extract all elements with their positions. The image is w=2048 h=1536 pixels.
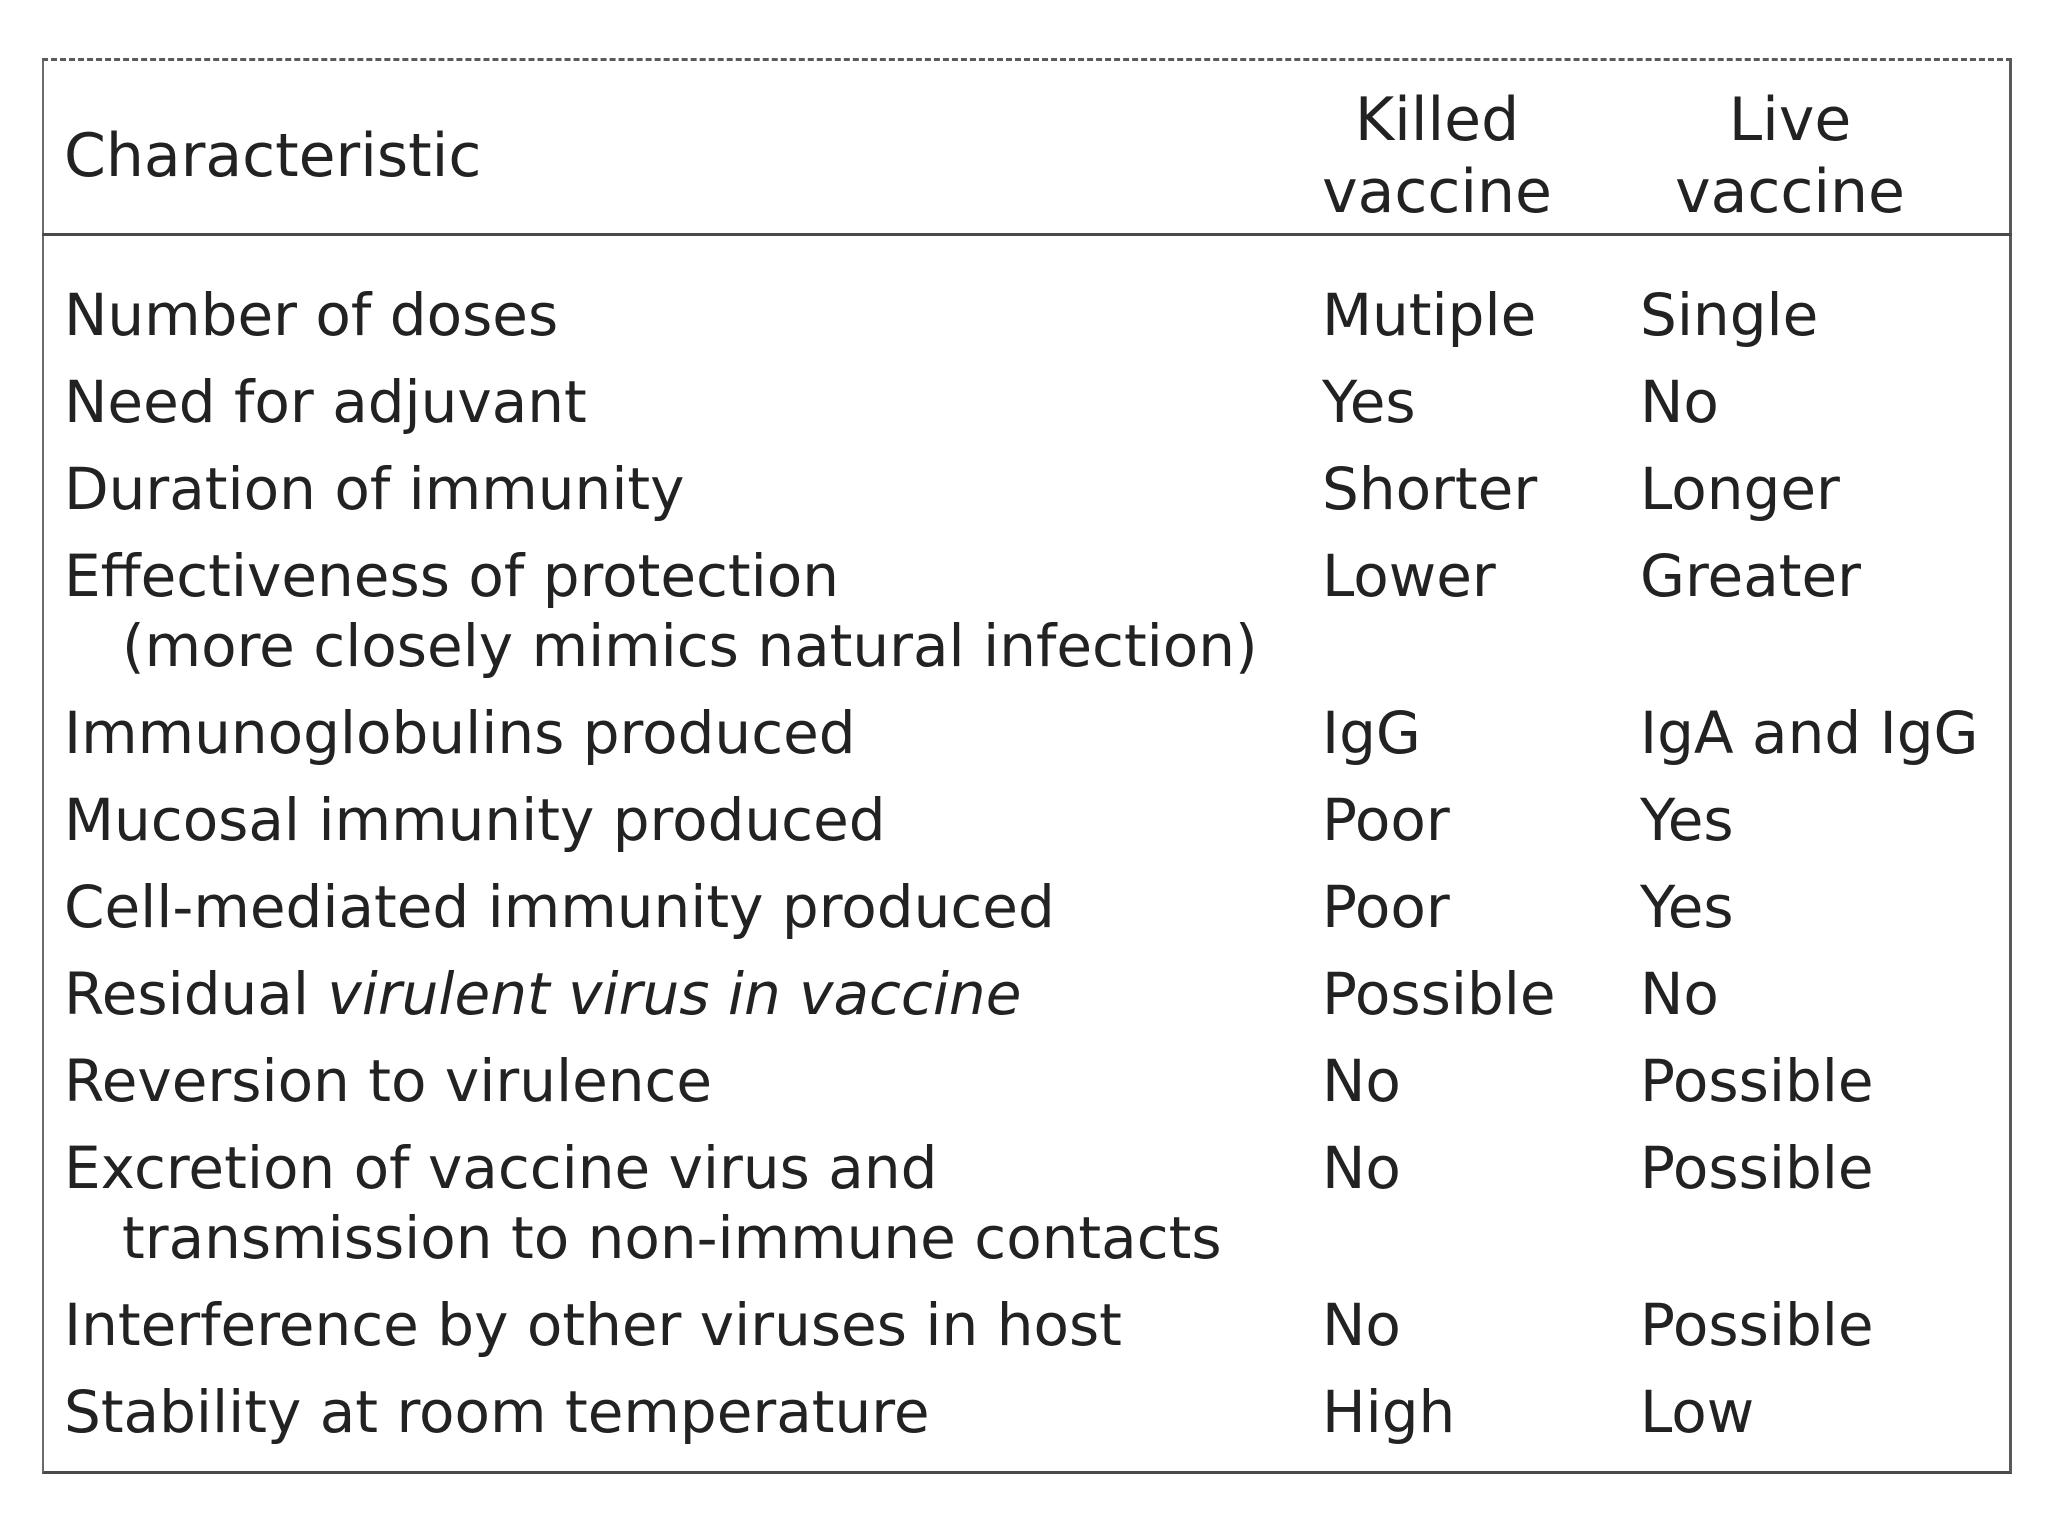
row-characteristic-line1: Excretion of vaccine virus and [64,1134,938,1202]
row-characteristic: Immunoglobulins produced [64,699,856,767]
row-killed-value: Poor [1322,873,1450,941]
row-live-value: Possible [1640,1134,1874,1202]
row-live-value: Greater [1640,542,1862,610]
row-characteristic: Interference by other viruses in host [64,1291,1122,1359]
row-killed-value: Yes [1322,368,1416,436]
row-characteristic-plain: Residual [64,960,328,1028]
row-live-value: No [1640,368,1719,436]
row-characteristic-line2: (more closely mimics natural infection) [122,612,1258,680]
row-live-value: Yes [1640,786,1734,854]
row-killed-value: IgG [1322,699,1421,767]
row-characteristic-line2: transmission to non-immune contacts [122,1204,1222,1272]
row-live-value: Possible [1640,1291,1874,1359]
row-characteristic: Reversion to virulence [64,1047,713,1115]
row-killed-value: No [1322,1291,1401,1359]
row-live-value: Low [1640,1378,1755,1446]
row-characteristic: Stability at room temperature [64,1378,930,1446]
row-killed-value: High [1322,1378,1456,1446]
row-killed-value: Mutiple [1322,281,1537,349]
row-characteristic: Need for adjuvant [64,368,587,436]
row-killed-value: Poor [1322,786,1450,854]
row-live-value: IgA and IgG [1640,699,1979,767]
row-characteristic: Number of doses [64,281,559,349]
row-killed-value: Possible [1322,960,1556,1028]
header-characteristic: Characteristic [64,121,482,191]
row-live-value: Yes [1640,873,1734,941]
header-live-line1: Live [1728,85,1852,155]
row-live-value: No [1640,960,1719,1028]
row-characteristic: Duration of immunity [64,455,685,523]
header-live-vaccine [1630,84,1950,228]
header-live-line2: vaccine [1675,157,1905,227]
row-characteristic [64,1133,1222,1273]
row-characteristic-italic: virulent virus in vaccine [327,960,1022,1028]
header-killed-line2: vaccine [1322,157,1552,227]
header-killed-line1: Killed [1354,85,1520,155]
row-characteristic [64,959,1021,1029]
header-divider [42,233,2012,236]
row-characteristic: Mucosal immunity produced [64,786,886,854]
row-characteristic: Cell-mediated immunity produced [64,873,1055,941]
row-characteristic [64,541,1258,681]
row-live-value: Possible [1640,1047,1874,1115]
row-live-value: Longer [1640,455,1840,523]
row-killed-value: Lower [1322,542,1496,610]
row-killed-value: Shorter [1322,455,1538,523]
row-killed-value: No [1322,1047,1401,1115]
row-killed-value: No [1322,1134,1401,1202]
header-killed-vaccine [1277,84,1597,228]
row-live-value: Single [1640,281,1819,349]
row-characteristic-line1: Effectiveness of protection [64,542,839,610]
